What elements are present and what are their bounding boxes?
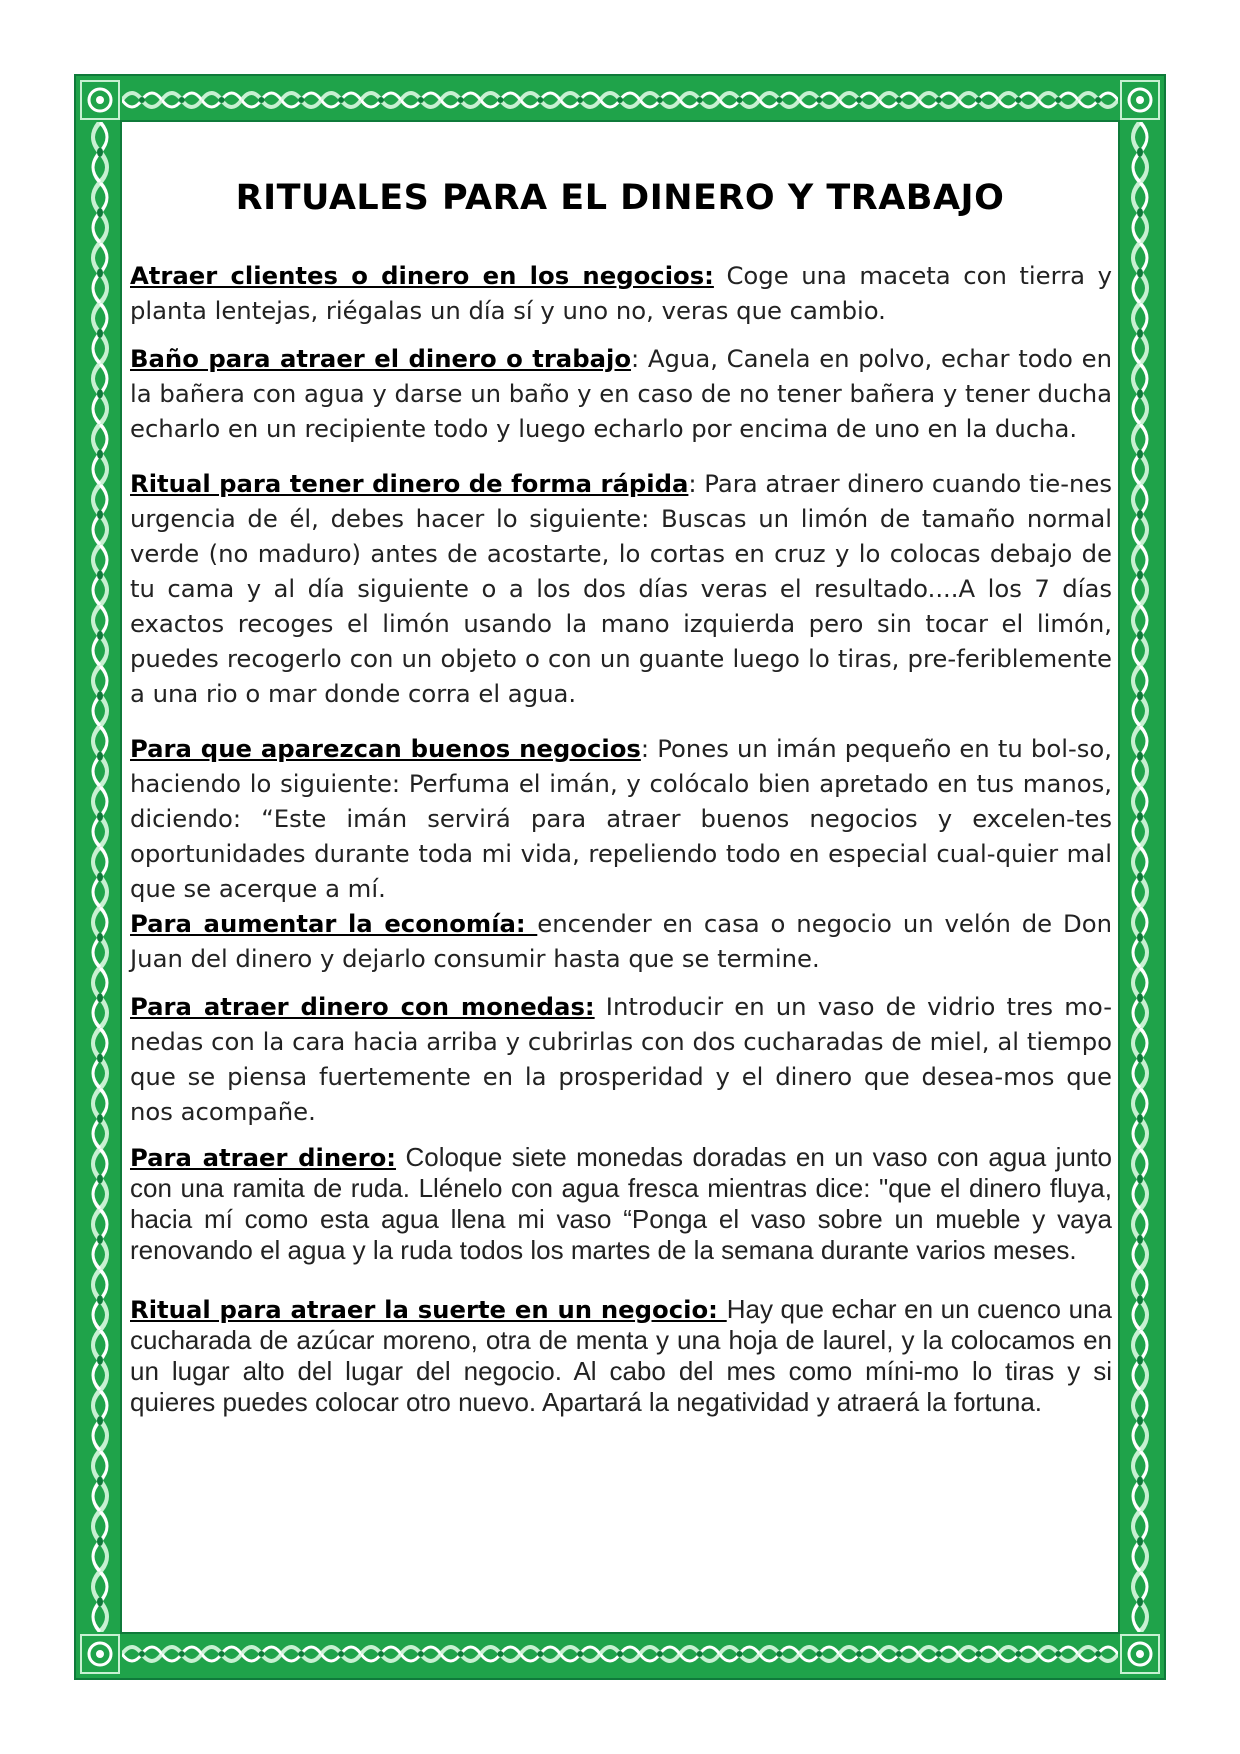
rituals-list (130, 258, 1112, 1431)
corner-medallion-bottom-left (78, 1632, 122, 1676)
ritual-text: encender en casa o negocio un velón de Don Juan del dinero y dejarlo consumir hasta que se termine. (130, 909, 1112, 973)
corner-medallion-top-left (78, 78, 122, 122)
ritual-text: Hay que echar en un cuenco una cucharada de azúcar moreno, otra de menta y una hoja de laurel, y la colocamos en un lugar alto del lugar del negocio. Al cabo del mes como míni-mo lo tiras y si quieres puedes colocar otro nuevo. Apartará la negatividad y atraerá la fortuna. (130, 1294, 1112, 1417)
ritual-heading: Ritual para atraer la suerte en un negocio: (130, 1295, 727, 1324)
ritual-paragraph (130, 1142, 1112, 1266)
ritual-paragraph (130, 906, 1112, 976)
ornament-band-left (80, 122, 120, 1632)
ritual-paragraph (130, 731, 1112, 906)
ritual-text: Coloque siete monedas doradas en un vaso con agua junto con una ramita de ruda. Llénelo con agua fresca mientras dice: "que el dinero fluya, hacia mí como esta agua llena mi vaso “Ponga el vaso sobre un mueble y vaya renovando el agua y la ruda todos los martes de la semana durante varios meses. (130, 1142, 1112, 1265)
ritual-heading: Para atraer dinero: (130, 1143, 397, 1172)
ritual-heading: Baño para atraer el dinero o trabajo (130, 344, 632, 373)
ritual-text: : Agua, Canela en polvo, echar todo en la bañera con agua y darse un baño y en caso de no tener bañera y tener ducha echarlo en un recipiente todo y luego echarlo por encima de uno en la ducha. (130, 344, 1112, 443)
ritual-heading: Para atraer dinero con monedas: (130, 992, 595, 1021)
ornament-band-right (1120, 122, 1160, 1632)
ritual-heading: Ritual para tener dinero de forma rápida (130, 469, 689, 498)
ritual-text: Coge una maceta con tierra y planta lentejas, riégalas un día sí y uno no, veras que cambio. (130, 261, 1112, 325)
ritual-text: : Para atraer dinero cuando tie-nes urgencia de él, debes hacer lo siguiente: Buscas un limón de tamaño normal verde (no maduro) antes de acostarte, lo cortas en cruz y lo colocas debajo de tu cama y al día siguiente o a los dos días veras el resultado....A los 7 días exactos recoges el limón usando la mano izquierda pero sin tocar el limón, puedes recogerlo con un objeto o con un guante luego lo tiras, pre-feriblemente a una rio o mar donde corra el agua. (130, 469, 1112, 708)
ritual-text: : Pones un imán pequeño en tu bol-so, haciendo lo siguiente: Perfuma el imán, y colócalo bien apretado en tus manos, diciendo: “Este imán servirá para atraer buenos negocios y excelen-tes oportunidades durante toda mi vida, repeliendo todo en especial cual-quier mal que se acerque a mí. (130, 734, 1112, 903)
ritual-paragraph (130, 341, 1112, 446)
ritual-heading: Atraer clientes o dinero en los negocios: (130, 261, 714, 290)
ritual-paragraph (130, 989, 1112, 1129)
ornament-band-top (122, 80, 1118, 120)
ritual-paragraph (130, 258, 1112, 328)
ritual-heading: Para que aparezcan buenos negocios (130, 734, 641, 763)
page-title: RITUALES PARA EL DINERO Y TRABAJO (235, 178, 1005, 218)
ornament-band-bottom (122, 1634, 1118, 1674)
corner-medallion-top-right (1118, 78, 1162, 122)
corner-medallion-bottom-right (1118, 1632, 1162, 1676)
ritual-text: Introducir en un vaso de vidrio tres mo-nedas con la cara hacia arriba y cubrirlas con dos cucharadas de miel, al tiempo que se piensa fuertemente en la prosperidad y el dinero que desea-mos que nos acompañe. (130, 992, 1112, 1126)
ritual-paragraph (130, 1294, 1112, 1418)
ritual-heading: Para aumentar la economía: (130, 909, 538, 938)
ritual-paragraph (130, 466, 1112, 711)
